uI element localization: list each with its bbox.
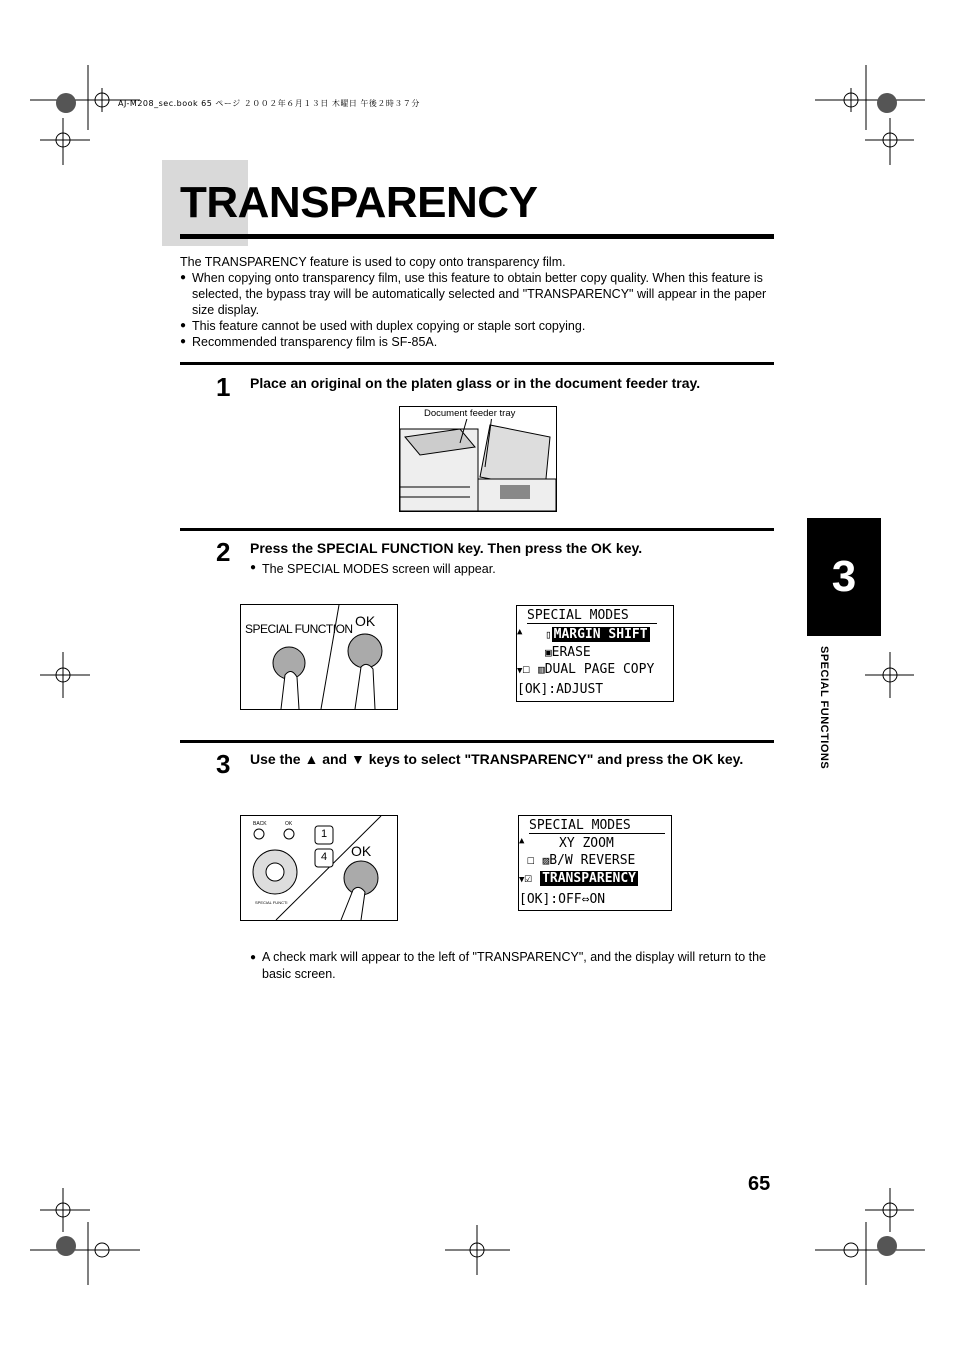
copier-drawing [400,407,556,511]
lcd-row: ☐ ▨B/W REVERSE [527,853,636,868]
lcd-row-label: MARGIN SHIFT [553,627,648,642]
page-title: TRANSPARENCY [180,178,538,227]
keypad-illustration [240,815,398,921]
step-instruction: Place an original on the platen glass or in the document feeder tray. [250,375,701,391]
lcd-footer: [OK]:OFF⇔ON [519,892,606,907]
lcd-footer: [OK]:ADJUST [517,682,604,697]
lcd-row-label: DUAL PAGE COPY [544,662,655,677]
intro-bullet: ● When copying onto transparency film, use this feature to obtain better copy quality. When this feature is selected, the bypass tray will be automatically selected and "TRANSPARENCY" will appear in the paper size display. [180,270,776,318]
title-rule [180,234,774,239]
step-number: 2 [216,537,231,567]
step-note: ● The SPECIAL MODES screen will appear. [250,562,954,576]
intro-lead: The TRANSPARENCY feature is used to copy onto transparency film. [180,255,566,269]
intro-bullet: ● Recommended transparency film is SF-85A. [180,334,776,350]
ok-key-small-label: OK [285,821,293,827]
step-note: ● A check mark will appear to the left of "TRANSPARENCY", and the display will return to the basic screen. [250,949,786,983]
step-rule [180,362,774,365]
keypad-illustration [240,604,398,710]
lcd-title: SPECIAL MODES [529,818,665,834]
chapter-tab: 3 [807,518,881,636]
lcd-row-selected: ▯ MARGIN SHIFT [545,627,648,642]
scroll-up-icon: ▲ [517,627,523,637]
lcd-screen [516,605,674,702]
lcd-row-selected: ▼☑ TRANSPARENCY [519,871,636,886]
chapter-label: SPECIAL FUNCTIONS [818,646,830,770]
ok-label: OK [355,613,376,629]
step-number: 3 [216,749,231,779]
lcd-row-label: B/W REVERSE [549,853,636,868]
step-number: 1 [216,372,231,402]
special-function-label: SPECIAL FUNCTI [255,900,288,905]
figure-label: Document feeder tray [424,408,516,419]
page-number: 65 [748,1173,771,1195]
lcd-screen [518,815,672,911]
lcd-row: ▣ERASE [545,645,591,660]
print-meta: AJ-M208_sec.book 65 ページ ２００２年６月１３日 木曜日 午後２時３７分 [118,99,420,108]
copier-illustration [399,406,557,512]
key-4-label: 4 [321,851,328,863]
step-rule [180,740,774,743]
lcd-row-label: XY ZOOM [559,836,614,851]
ok-label: OK [351,843,372,859]
intro-section [180,254,776,350]
intro-bullet: ● This feature cannot be used with duplex copying or staple sort copying. [180,318,776,334]
lcd-row-label: ERASE [551,645,591,660]
back-key-label: BACK [253,821,267,827]
lcd-row-label: TRANSPARENCY [542,871,636,886]
step-instruction: Use the ▲ and ▼ keys to select "TRANSPARENCY" and press the OK key. [250,751,744,767]
special-function-label: SPECIAL FUNCTION [245,622,353,636]
key-1-label: 1 [321,828,328,840]
lcd-row [559,836,614,851]
lcd-row: ▼☐ ▥DUAL PAGE COPY [517,662,655,677]
step-instruction: Press the SPECIAL FUNCTION key. Then press the OK key. [250,540,643,556]
lcd-title: SPECIAL MODES [527,608,657,624]
step-rule [180,528,774,531]
scroll-up-icon: ▲ [519,836,525,846]
